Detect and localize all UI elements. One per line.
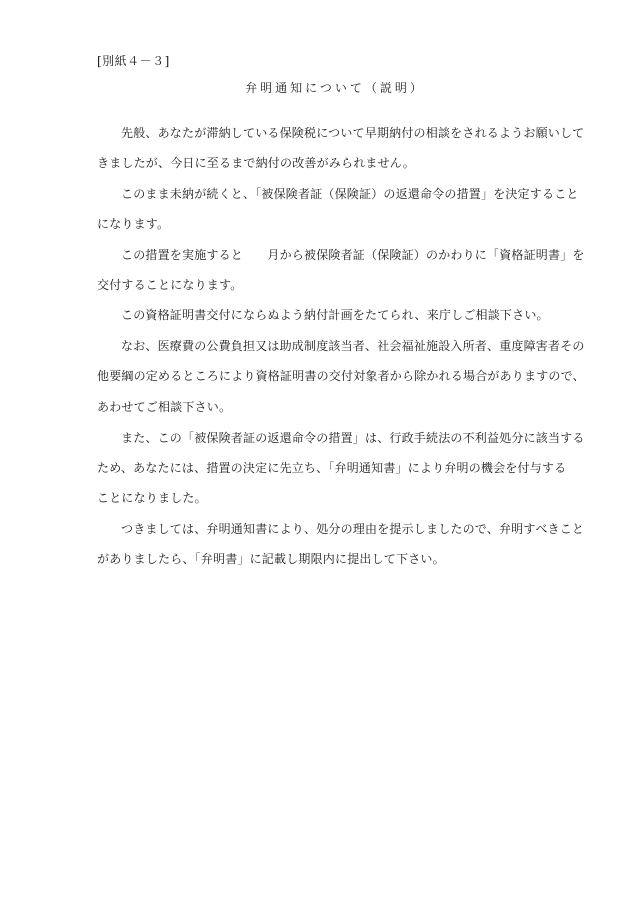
body-line: きましたが、今日に至るまで納付の改善がみられません。: [97, 156, 415, 170]
body-line: 他要綱の定めるところにより資格証明書の交付対象者から除かれる場合がありますので、: [97, 369, 585, 383]
body-line: なお、医療費の公費負担又は助成制度該当者、社会福祉施設入所者、重度障害者その: [121, 339, 585, 353]
document-label: [別紙４－３]: [97, 54, 170, 68]
body-line: 先般、あなたが滞納している保険税について早期納付の相談をされるようお願いして: [121, 126, 585, 140]
body-line: がありましたら、「弁明書」に記載し期限内に提出して下さい。: [97, 552, 445, 566]
body-line: ことになりました。: [97, 491, 207, 505]
body-line: また、この「被保険者証の返還命令の措置」は、行政手続法の不利益処分に該当する: [121, 431, 585, 445]
body-line: この資格証明書交付にならぬよう納付計画をたてられ、来庁しご相談下さい。: [121, 308, 549, 322]
document-title: 弁明通知について（説明）: [245, 81, 425, 95]
body-line: このまま未納が続くと、「被保険者証（保険証）の返還命令の措置」を決定すること: [121, 187, 579, 201]
body-line: 交付することになります。: [97, 278, 243, 292]
body-line: つきましては、弁明通知書により、処分の理由を提示しましたので、弁明すべきこと: [121, 522, 585, 536]
body-line: ため、あなたには、措置の決定に先立ち、「弁明通知書」により弁明の機会を付与する: [97, 461, 567, 475]
body-line: この措置を実施すると 月から被保険者証（保険証）のかわりに「資格証明書」を: [121, 248, 585, 262]
body-line: あわせてご相談下さい。: [97, 400, 232, 414]
body-line: になります。: [97, 217, 170, 231]
